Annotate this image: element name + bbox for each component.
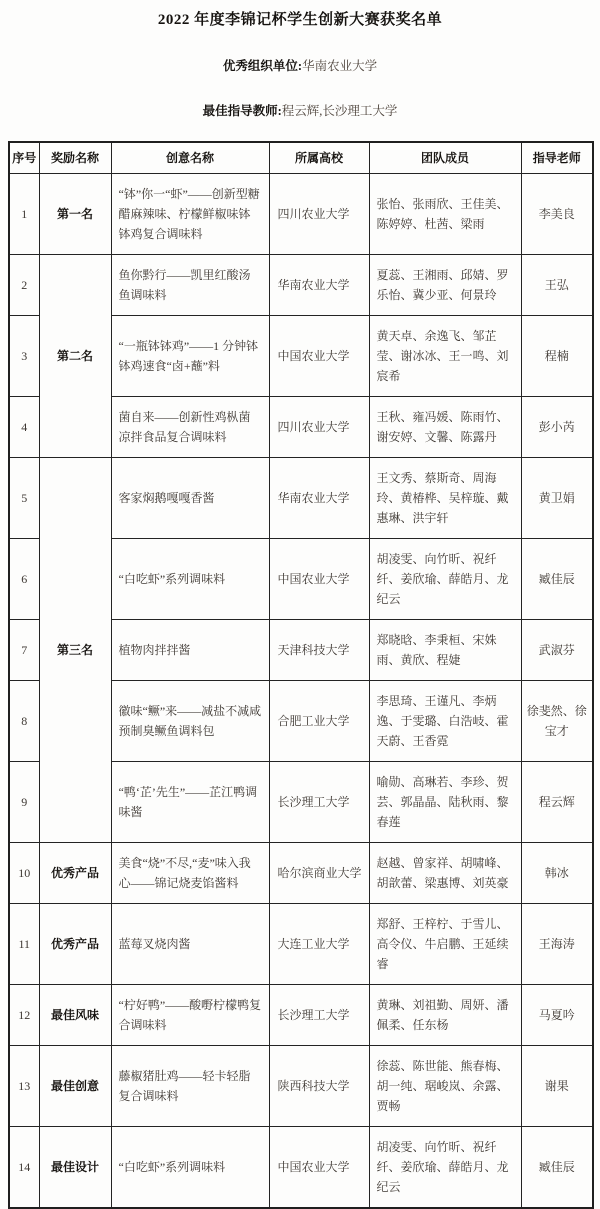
table-row [9,843,593,904]
table-row [9,458,593,539]
cell-college: 中国农业大学 [269,1127,369,1209]
cell-members: 黄琳、刘祖勤、周妍、潘佩柔、任东杨 [369,985,521,1046]
cell-college: 长沙理工大学 [269,985,369,1046]
cell-advisor: 王海涛 [521,904,593,985]
cell-idea: “柠好鸭”——酸嘢柠檬鸭复合调味料 [111,985,269,1046]
cell-idea: “一瓶钵钵鸡”——1 分钟钵钵鸡速食“卤+蘸”料 [111,316,269,397]
column-header-award: 奖励名称 [39,142,111,174]
cell-index: 11 [9,904,39,985]
cell-members: 郑舒、王梓柠、于雪儿、高令仪、牛启鹏、王延续睿 [369,904,521,985]
cell-award: 优秀产品 [39,843,111,904]
cell-college: 陕西科技大学 [269,1046,369,1127]
cell-college: 天津科技大学 [269,620,369,681]
column-header-advisor: 指导老师 [521,142,593,174]
awards-table-body [9,174,593,1209]
cell-award: 最佳设计 [39,1127,111,1209]
cell-members: 徐蕊、陈世能、熊春梅、胡一纯、琚峻岚、余露、贾畅 [369,1046,521,1127]
cell-index: 2 [9,255,39,316]
cell-advisor: 程楠 [521,316,593,397]
column-header-index: 序号 [9,142,39,174]
best-teacher-label: 最佳指导教师: [202,104,282,118]
cell-members: 郑晓晗、李秉桓、宋姝雨、黄欣、程婕 [369,620,521,681]
cell-advisor: 马夏吟 [521,985,593,1046]
cell-idea: 蓝莓叉烧肉酱 [111,904,269,985]
cell-award: 最佳风味 [39,985,111,1046]
cell-members: 赵越、曾家祥、胡啸峰、胡歆蕾、梁惠博、刘英豪 [369,843,521,904]
cell-idea: 客家焖鹅嘎嘎香酱 [111,458,269,539]
cell-idea: 植物肉拌拌酱 [111,620,269,681]
cell-members: 胡凌雯、向竹昕、祝纤纤、姜欣瑜、薛皓月、龙纪云 [369,1127,521,1209]
cell-advisor: 徐斐然、徐宝才 [521,681,593,762]
cell-index: 10 [9,843,39,904]
cell-members: 王文秀、蔡斯奇、周海玲、黄椿桦、吴梓璇、戴惠琳、洪宇轩 [369,458,521,539]
table-row [9,174,593,255]
cell-award: 最佳创意 [39,1046,111,1127]
cell-idea: “鸭‘芷’先生”——芷江鸭调味酱 [111,762,269,843]
cell-members: 喻勋、高琳若、李珍、贺芸、郭晶晶、陆秋雨、黎春莲 [369,762,521,843]
cell-members: 夏蕊、王湘雨、邱婧、罗乐怡、冀少亚、何景玲 [369,255,521,316]
table-row [9,1046,593,1127]
cell-idea: 鱼你黔行——凯里红酸汤鱼调味料 [111,255,269,316]
column-header-members: 团队成员 [369,142,521,174]
org-unit-line [8,56,592,74]
cell-members: 黄天卓、余逸飞、邹芷莹、谢冰冰、王一鸣、刘宸希 [369,316,521,397]
cell-index: 6 [9,539,39,620]
cell-members: 王秋、雍冯媛、陈雨竹、谢安婷、文馨、陈露丹 [369,397,521,458]
cell-advisor: 李美良 [521,174,593,255]
cell-advisor: 王弘 [521,255,593,316]
table-row [9,255,593,316]
cell-idea: “白吃虾”系列调味料 [111,539,269,620]
cell-index: 8 [9,681,39,762]
cell-idea: 徽味“鳜”来——减盐不减咸预制臭鳜鱼调料包 [111,681,269,762]
page-title: 2022 年度李锦记杯学生创新大赛获奖名单 [157,12,443,28]
org-unit-value: 华南农业大学 [302,59,378,73]
cell-index: 12 [9,985,39,1046]
cell-idea: “白吃虾”系列调味料 [111,1127,269,1209]
cell-award: 第三名 [39,458,111,843]
cell-college: 长沙理工大学 [269,762,369,843]
cell-college: 合肥工业大学 [269,681,369,762]
cell-award: 第二名 [39,255,111,458]
org-unit-label: 优秀组织单位: [222,59,303,73]
cell-idea: 藤椒猪肚鸡——轻卡轻脂复合调味料 [111,1046,269,1127]
table-row [9,985,593,1046]
column-header-idea: 创意名称 [111,142,269,174]
cell-college: 华南农业大学 [269,255,369,316]
cell-index: 7 [9,620,39,681]
cell-members: 张怡、张雨欣、王佳美、陈婷婷、杜茜、梁雨 [369,174,521,255]
cell-index: 4 [9,397,39,458]
cell-idea: “钵”你一“虾”——创新型糖醋麻辣味、柠檬鲜椒味钵钵鸡复合调味料 [111,174,269,255]
table-row [9,904,593,985]
cell-index: 9 [9,762,39,843]
cell-idea: 菌自来——创新性鸡枞菌凉拌食品复合调味料 [111,397,269,458]
cell-advisor: 谢果 [521,1046,593,1127]
cell-advisor: 臧佳辰 [521,539,593,620]
cell-index: 3 [9,316,39,397]
cell-advisor: 程云辉 [521,762,593,843]
cell-members: 李思琦、王谨凡、李炳逸、于雯璐、白浩岐、霍天蔚、王香霓 [369,681,521,762]
awards-table [8,141,594,1209]
cell-college: 华南农业大学 [269,458,369,539]
column-header-college: 所属高校 [269,142,369,174]
table-row [9,1127,593,1209]
cell-index: 13 [9,1046,39,1127]
cell-advisor: 武淑芬 [521,620,593,681]
cell-advisor: 臧佳辰 [521,1127,593,1209]
cell-idea: 美食“烧”不尽,“麦”味入我心——锦记烧麦馅酱料 [111,843,269,904]
cell-college: 哈尔滨商业大学 [269,843,369,904]
cell-award: 第一名 [39,174,111,255]
cell-advisor: 黄卫娟 [521,458,593,539]
cell-index: 14 [9,1127,39,1209]
cell-index: 5 [9,458,39,539]
cell-college: 大连工业大学 [269,904,369,985]
best-teacher-line [8,101,592,119]
cell-college: 四川农业大学 [269,174,369,255]
best-teacher-value: 程云辉,长沙理工大学 [281,104,398,118]
cell-college: 中国农业大学 [269,316,369,397]
table-header-row [9,142,593,174]
cell-advisor: 韩冰 [521,843,593,904]
cell-college: 四川农业大学 [269,397,369,458]
cell-award: 优秀产品 [39,904,111,985]
cell-advisor: 彭小芮 [521,397,593,458]
cell-index: 1 [9,174,39,255]
cell-college: 中国农业大学 [269,539,369,620]
cell-members: 胡凌雯、向竹昕、祝纤纤、姜欣瑜、薛皓月、龙纪云 [369,539,521,620]
